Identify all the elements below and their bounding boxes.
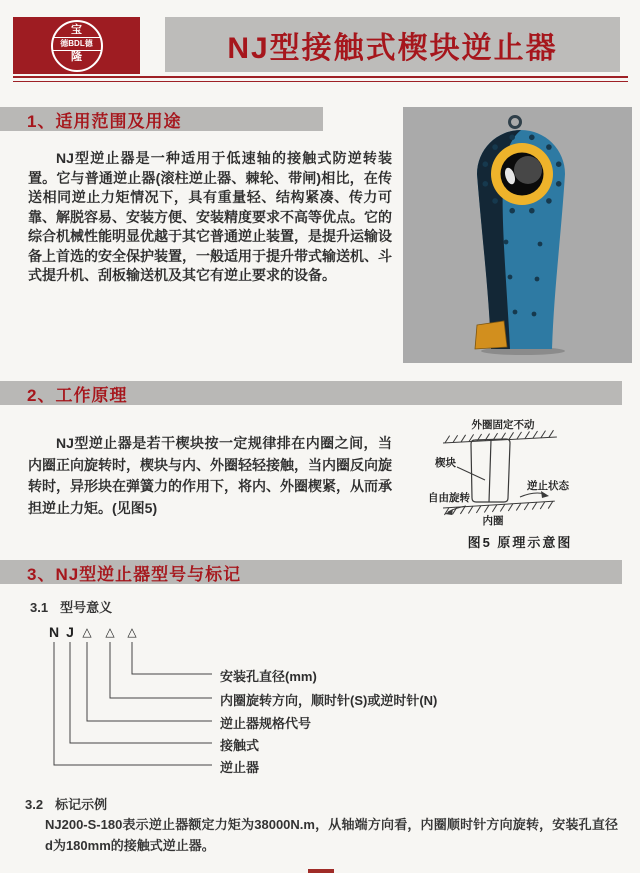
backstop-arrow bbox=[520, 493, 545, 497]
logo-emblem bbox=[51, 20, 103, 72]
label-backstop-state: 逆止状态 bbox=[527, 480, 569, 492]
principle-diagram bbox=[408, 410, 632, 530]
model-symbol-triangle-3: △ bbox=[127, 625, 137, 639]
section-1-body: NJ型逆止器是一种适用于低速轴的接触式防逆转装置。它与普通逆止器(滚柱逆止器、棘轮、带闸)相比，在传送相同逆止力矩情况下，具有重量轻、结构紧凑、传力可靠、解脱容易、安装方便、安装精度要求不高等优点。它的综合机械性能明显优越于其它普通逆止装置，是提升运输设备上首选的安全保护装置，一般适用于提升带式输送机、斗式提升机、刮板输送机及其它有逆止要求的设备。 bbox=[28, 150, 392, 283]
subsection-3-2 bbox=[25, 794, 107, 813]
section-2-heading: 2、工作原理 bbox=[27, 385, 128, 405]
section-2-body: NJ型逆止器是若干楔块按一定规律排在内圈之间，当内圈正向旋转时，楔块与内、外圈轻轻接触，当内圈反向旋转时，异形块在弹簧力的作用下，将内、外圈楔紧，从而承担逆止力矩。(见图5) bbox=[28, 435, 392, 516]
logo-text-top: 宝 bbox=[71, 24, 82, 36]
label-inner-ring: 内圈 bbox=[482, 515, 504, 527]
page-title: NJ型接触式楔块逆止器 bbox=[227, 31, 558, 65]
model-label-backstop: 逆止器 bbox=[220, 760, 260, 775]
subsection-3-1-title: 型号意义 bbox=[60, 600, 113, 615]
header-divider bbox=[13, 76, 628, 82]
figure-caption: 图5 原理示意图 bbox=[467, 535, 573, 550]
model-label-spec-code: 逆止器规格代号 bbox=[220, 716, 312, 731]
model-symbol-j: J bbox=[66, 624, 74, 640]
wedge-block-shape bbox=[471, 439, 510, 502]
page-title-bar bbox=[165, 17, 620, 72]
label-outer-ring-fixed: 外圈固定不动 bbox=[471, 419, 535, 431]
section-3-heading: 3、NJ型逆止器型号与标记 bbox=[27, 564, 242, 584]
footer-page-mark bbox=[308, 869, 334, 873]
label-free-rotation: 自由旋转 bbox=[428, 492, 470, 504]
model-connector-lines bbox=[40, 641, 220, 771]
outer-ring-line bbox=[443, 430, 557, 443]
logo-text-middle: 德BDL德 bbox=[53, 37, 101, 51]
model-label-contact-type: 接触式 bbox=[220, 738, 260, 753]
subsection-3-2-title: 标记示例 bbox=[55, 797, 108, 812]
company-logo bbox=[13, 17, 140, 74]
subsection-3-1 bbox=[30, 597, 112, 616]
model-symbol-triangle-1: △ bbox=[82, 625, 92, 639]
model-symbol-triangle-2: △ bbox=[105, 625, 115, 639]
model-label-hole-diameter: 安装孔直径(mm) bbox=[220, 669, 317, 684]
section-1-heading: 1、适用范围及用途 bbox=[27, 111, 182, 131]
section-3-header bbox=[0, 560, 622, 584]
section-1-header bbox=[0, 107, 323, 131]
marking-example-text: NJ200-S-180表示逆止器额定力矩为38000N.m，从轴端方向看，内圈顺时针方向旋转，安装孔直径d为180mm的接触式逆止器。 bbox=[45, 817, 618, 853]
subsection-3-2-number: 3.2 bbox=[25, 797, 44, 812]
label-wedge: 楔块 bbox=[435, 457, 456, 469]
section-2-header bbox=[0, 381, 622, 405]
backstop-device-illustration bbox=[403, 107, 632, 363]
logo-text-bottom: 隆 bbox=[71, 51, 82, 63]
model-symbol-n: N bbox=[48, 624, 60, 640]
device-foot bbox=[475, 321, 507, 349]
model-label-rotation-direction: 内圈旋转方向，顺时针(S)或逆时针(N) bbox=[220, 693, 438, 708]
subsection-3-1-number: 3.1 bbox=[30, 600, 49, 615]
product-photo bbox=[403, 107, 632, 363]
